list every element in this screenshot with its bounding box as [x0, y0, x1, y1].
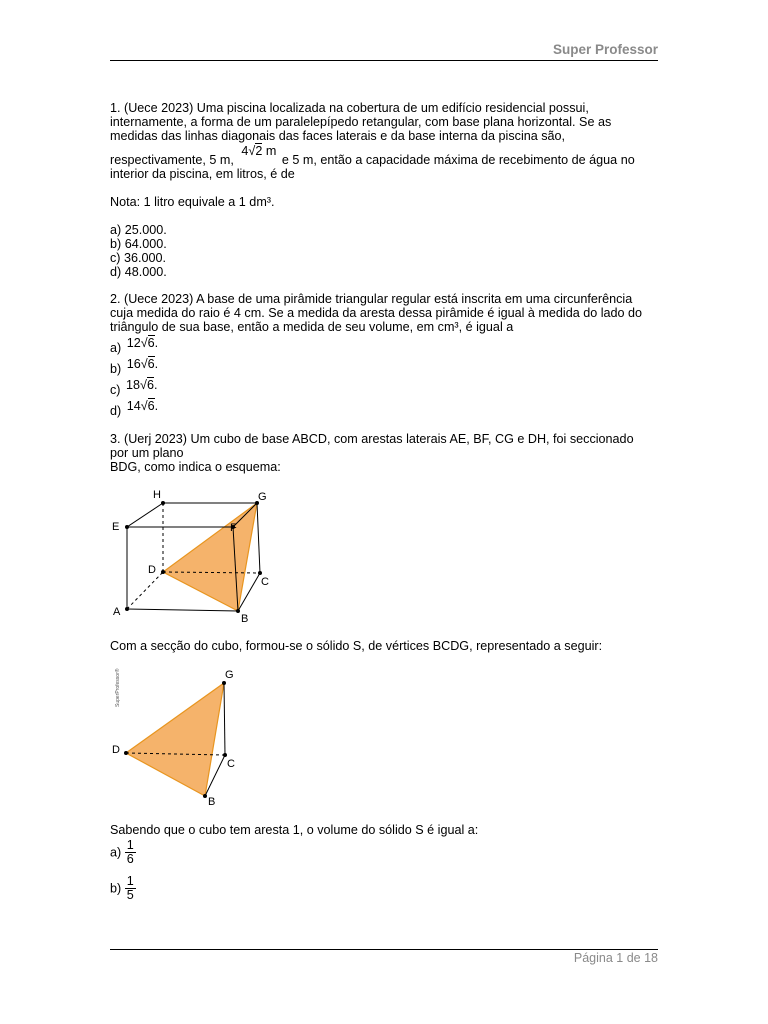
- q1-formula-radicand: 2: [255, 144, 263, 158]
- q2-option-coef: 16: [126, 357, 141, 371]
- cube-label-d: D: [148, 564, 156, 576]
- q1-formula: [241, 144, 279, 158]
- q2-option-d: [110, 399, 159, 418]
- fraction: [125, 839, 136, 866]
- q3-line-3: BDG, como indica o esquema:: [110, 460, 281, 474]
- q2-line-2: cuja medida do raio é 4 cm. Se a medida da aresta dessa pirâmide é igual à medida do lado do: [110, 306, 643, 320]
- q3-option-b: [110, 875, 136, 902]
- cube-label-a: A: [113, 606, 121, 618]
- q2-option-end: .: [154, 336, 159, 350]
- q2-option-end: .: [154, 399, 159, 413]
- q2-option-coef: 18: [126, 378, 141, 392]
- q1-note: Nota: 1 litro equivale a 1 dm³.: [110, 195, 275, 209]
- q2-option-radicand: 6: [146, 378, 154, 392]
- q2-option-radicand: 6: [147, 357, 155, 371]
- cube-label-g: G: [258, 491, 267, 503]
- cube-label-f: F: [230, 522, 237, 534]
- radical-sign-icon: √: [140, 378, 147, 392]
- q1-line-4: [110, 144, 635, 167]
- q2-option-coef: 12: [126, 336, 141, 350]
- header-brand: Super Professor: [552, 42, 658, 57]
- q2-line-3: triângulo de sua base, então a medida de seu volume, em cm³, é igual a: [110, 320, 514, 334]
- solid-label-d: D: [112, 744, 120, 756]
- q1-line-4-start: respectivamente, 5 m,: [110, 153, 234, 167]
- cube-label-h: H: [153, 489, 161, 501]
- cube-label-c: C: [261, 576, 269, 588]
- footer-page-label: Página 1 de 18: [573, 951, 658, 965]
- q1-option-b: b) 64.000.: [110, 237, 167, 251]
- q2-option-coef: 14: [126, 399, 141, 413]
- q1-line-2: internamente, a forma de um paralelepípedo retangular, com base plana horizontal. Se as: [110, 115, 612, 129]
- q1-option-a: a) 25.000.: [110, 223, 167, 237]
- q3-text-after-cube: Com a secção do cubo, formou-se o sólido S, de vértices BCDG, representado a seguir:: [110, 639, 603, 653]
- fraction-numerator: 1: [126, 838, 134, 852]
- q3-question: Sabendo que o cubo tem aresta 1, o volume do sólido S é igual a:: [110, 823, 479, 837]
- fraction-numerator: 1: [126, 874, 134, 888]
- q2-option-b: [110, 357, 159, 376]
- q1-line-3: medidas das linhas diagonais das faces laterais e da base interna da piscina são,: [110, 129, 566, 143]
- radical-sign-icon: √: [140, 357, 148, 371]
- solid-label-c: C: [227, 758, 235, 770]
- q2-option-letter: c): [110, 383, 121, 397]
- q2-line-1: 2. (Uece 2023) A base de uma pirâmide triangular regular está inscrita em uma circunferência: [110, 292, 633, 306]
- q2-option-c: [110, 378, 158, 397]
- q3-option-letter: a): [110, 845, 122, 860]
- q2-option-end: .: [153, 378, 158, 392]
- q1-line-1: 1. (Uece 2023) Uma piscina localizada na cobertura de um edifício residencial possui,: [110, 101, 589, 115]
- q1-formula-unit: m: [265, 144, 277, 158]
- q3-option-letter: b): [110, 881, 122, 896]
- header-rule: [110, 60, 658, 61]
- q3-line-1: 3. (Uerj 2023) Um cubo de base ABCD, com arestas laterais AE, BF, CG e DH, foi seccionado: [110, 432, 634, 446]
- q1-option-c: c) 36.000.: [110, 251, 167, 265]
- cube-label-b: B: [241, 613, 249, 625]
- solid-label-g: G: [225, 669, 234, 681]
- cube-label-e: E: [112, 521, 120, 533]
- solid-label-b: B: [208, 796, 216, 808]
- watermark: SuperProfessor®: [115, 668, 121, 707]
- q2-option-letter: d): [110, 404, 122, 418]
- radical-sign-icon: √: [248, 144, 256, 158]
- footer-rule: [110, 949, 658, 950]
- solid-s-diagram: [105, 663, 255, 813]
- q3-line-2: por um plano: [110, 446, 184, 460]
- q1-line-4-end: e 5 m, então a capacidade máxima de recebimento de água no: [281, 153, 635, 167]
- fraction-denominator: 6: [126, 852, 134, 866]
- q2-option-end: .: [154, 357, 159, 371]
- q1-line-5: interior da piscina, em litros, é de: [110, 167, 295, 181]
- q2-option-letter: a): [110, 341, 122, 355]
- q2-option-a: [110, 336, 159, 355]
- q2-option-radicand: 6: [147, 399, 155, 413]
- radical-sign-icon: √: [140, 399, 148, 413]
- q2-option-radicand: 6: [147, 336, 155, 350]
- q1-option-d: d) 48.000.: [110, 265, 167, 279]
- cube-diagram: [105, 485, 285, 625]
- q1-formula-coef: 4: [241, 144, 249, 158]
- fraction-denominator: 5: [126, 888, 134, 902]
- q3-option-a: [110, 839, 136, 866]
- radical-sign-icon: √: [140, 336, 148, 350]
- q2-option-letter: b): [110, 362, 122, 376]
- fraction: [125, 875, 136, 902]
